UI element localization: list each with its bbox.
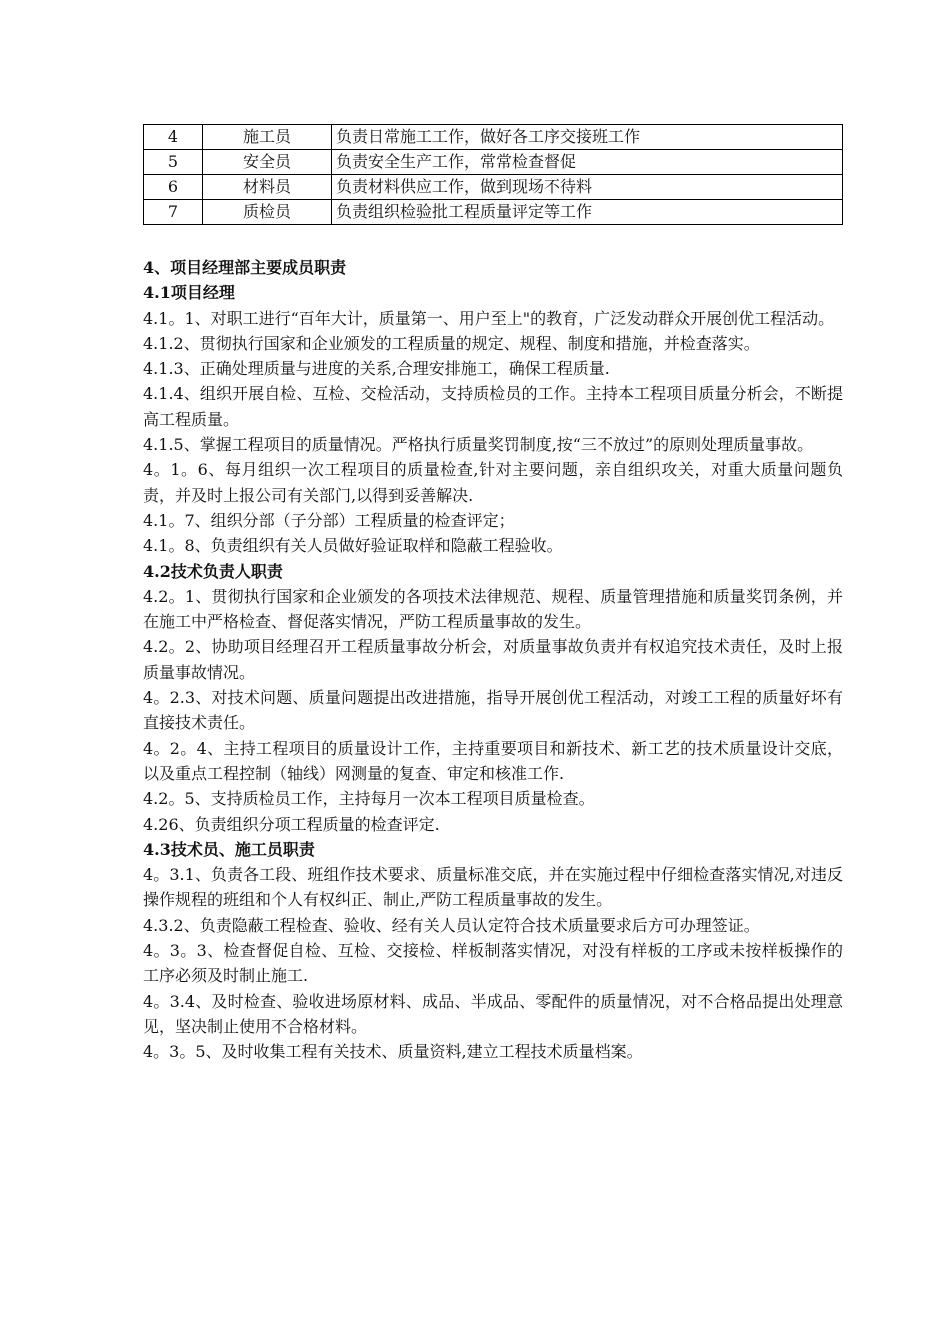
row-number: 6 <box>144 175 203 200</box>
subsection-heading-technical-lead: 4.2技术负责人职责 <box>143 561 283 581</box>
paragraph: 4.1。8、负责组织有关人员做好验证取样和隐蔽工程验收。 <box>143 536 563 556</box>
paragraph: 4.2。5、支持质检员工作，主持每月一次本工程项目质量检查。 <box>143 789 595 809</box>
paragraph: 4.1.5、掌握工程项目的质量情况。严格执行质量奖罚制度,按“三不放过”的原则处理质量事故。 <box>143 435 814 455</box>
paragraph: 4.3.2、负责隐蔽工程检查、验收、经有关人员认定符合技术质量要求后方可办理签证。 <box>143 915 760 935</box>
document-body <box>143 255 843 1065</box>
subsection-heading-technician: 4.3技术员、施工员职责 <box>143 839 315 859</box>
section-heading: 4、项目经理部主要成员职责 <box>143 258 347 277</box>
paragraph: 4.2。1、贯彻执行国家和企业颁发的各项技术法律规范、规程、质量管理措施和质量奖罚条例，并在施工中严格检查、督促落实情况，严防工程质量事故的发生。 <box>143 586 843 632</box>
row-number: 5 <box>144 150 203 175</box>
document-page <box>143 124 843 1065</box>
row-number: 7 <box>144 200 203 225</box>
row-duty: 负责组织检验批工程质量评定等工作 <box>332 200 843 225</box>
paragraph: 4。3。5、及时收集工程有关技术、质量资料,建立工程技术质量档案。 <box>143 1042 643 1062</box>
row-role: 质检员 <box>203 200 332 225</box>
paragraph: 4。2。4、主持工程项目的质量设计工作，主持重要项目和新技术、新工艺的技术质量设计交底，以及重点工程控制（轴线）网测量的复查、审定和核准工作. <box>143 738 843 783</box>
row-role: 材料员 <box>203 175 332 200</box>
row-duty: 负责材料供应工作，做到现场不待料 <box>332 175 843 200</box>
table-row <box>144 200 843 225</box>
row-role: 施工员 <box>203 125 332 150</box>
paragraph: 4。3.1、负责各工段、班组作技术要求、质量标准交底，并在实施过程中仔细检查落实情况,对违反操作规程的班组和个人有权纠正、制止,严防工程质量事故的发生。 <box>143 865 843 910</box>
row-duty: 负责安全生产工作，常常检查督促 <box>332 150 843 175</box>
paragraph: 4.1.4、组织开展自检、互检、交检活动，支持质检员的工作。主持本工程项目质量分析会，不断提高工程质量。 <box>143 384 843 429</box>
paragraph: 4。3.4、及时检查、验收进场原材料、成品、半成品、零配件的质量情况，对不合格品提出处理意见，坚决制止使用不合格材料。 <box>143 991 843 1036</box>
row-number: 4 <box>144 125 203 150</box>
paragraph: 4。2.3、对技术问题、质量问题提出改进措施，指导开展创优工程活动，对竣工工程的质量好坏有直接技术责任。 <box>143 688 843 733</box>
table-row <box>144 150 843 175</box>
row-duty: 负责日常施工工作，做好各工序交接班工作 <box>332 125 843 150</box>
paragraph: 4.1.3、正确处理质量与进度的关系,合理安排施工，确保工程质量. <box>143 359 610 379</box>
staff-duty-table <box>143 124 843 225</box>
paragraph: 4。1。6、每月组织一次工程项目的质量检查,针对主要问题，亲自组织攻关，对重大质量问题负责，并及时上报公司有关部门,以得到妥善解决. <box>143 460 843 505</box>
paragraph: 4.26、负责组织分项工程质量的检查评定. <box>143 814 440 834</box>
paragraph: 4.2。2、协助项目经理召开工程质量事故分析会，对质量事故负责并有权追究技术责任，及时上报质量事故情况。 <box>143 637 843 682</box>
table-row <box>144 175 843 200</box>
subsection-heading-project-manager: 4.1项目经理 <box>143 283 235 303</box>
table-row <box>144 125 843 150</box>
paragraph: 4.1。1、对职工进行“百年大计，质量第一、用户至上"的教育，广泛发动群众开展创优工程活动。 <box>143 308 835 328</box>
paragraph: 4。3。3、检查督促自检、互检、交接检、样板制落实情况，对没有样板的工序或未按样板操作的工序必须及时制止施工. <box>143 941 843 986</box>
row-role: 安全员 <box>203 150 332 175</box>
paragraph: 4.1.2、贯彻执行国家和企业颁发的工程质量的规定、规程、制度和措施，并检查落实。 <box>143 333 760 353</box>
paragraph: 4.1。7、组织分部（子分部）工程质量的检查评定； <box>143 510 515 530</box>
